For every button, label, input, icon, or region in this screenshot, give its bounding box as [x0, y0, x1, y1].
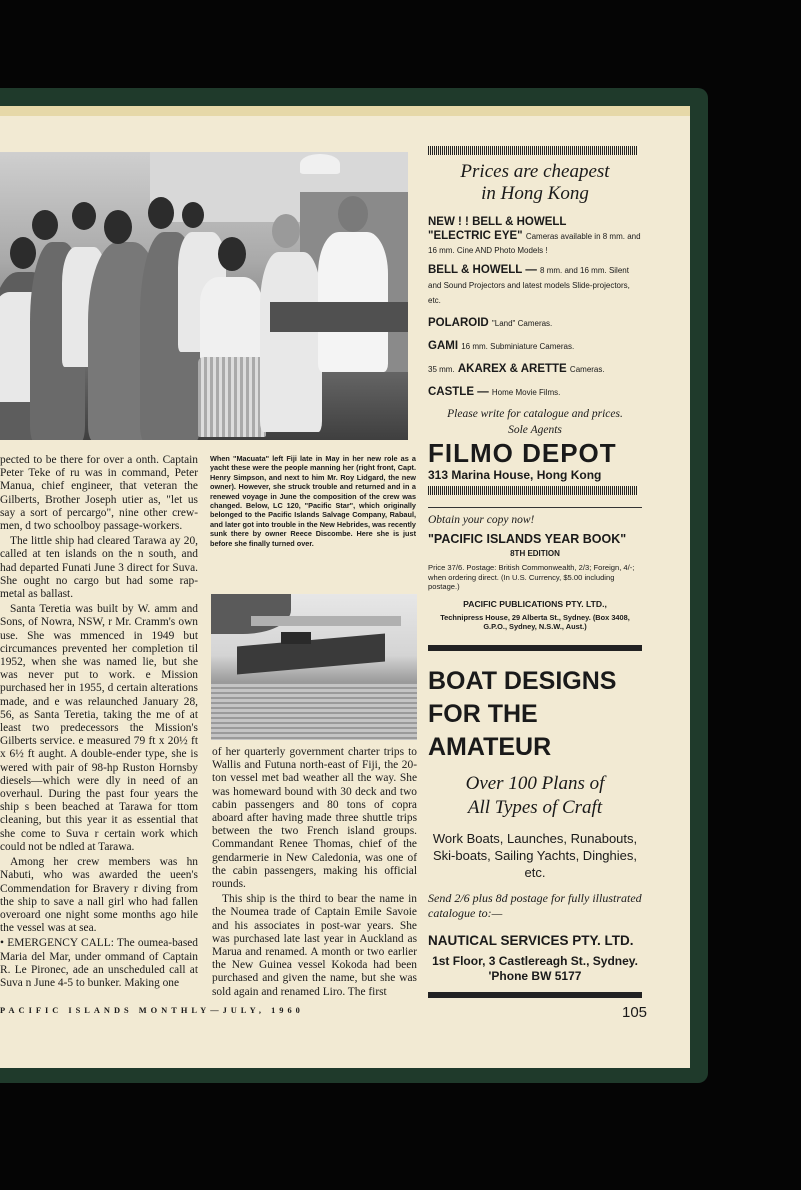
article-paragraph: This ship is the third to bear the name in the Noumea trade of Captain Emile Savoie and his associates in post-war years. She was purchased late last year in Auckland as Marua and renamed. A month or two earlier the New Guinea vessel Kokoda had been purchased and given the name, but she was sold again and renamed Liro. The first: [212, 893, 417, 998]
page-footer: PACIFIC ISLANDS MONTHLY—JULY, 1960: [0, 1006, 304, 1015]
article-paragraph: Santa Teretia was built by W. amm and Sons, of Nowra, NSW, r Mr. Cramm's own use. She was mmenced in 1949 but circumances prevented her completion til 1952, when she was named lie, but she was never put to work. e Mission purchased her in 1955, d certain alterations made, and e was relaunched January 28, 56, as Santa Teretia, taking the me of at least two predecessors the Mission's Gilberts service. e measured 79 ft x 20½ ft x 6½ ft aught. A double-ender type, she is wered with pair of 98-hp Ruston Hornsby diesels—which were dly in need of an overhaul. During the past four years the ship s been beached at Tarawa for ttom cleaning, but this year it as essential that she come to Suva r certain work which could not be ndled at Tarawa.: [0, 603, 198, 853]
ad-item-title: POLAROID: [428, 317, 489, 329]
ad-item-title: CASTLE —: [428, 386, 489, 398]
ad-item-title: BELL & HOWELL —: [428, 264, 541, 276]
decorative-rule: [428, 146, 638, 155]
price-text: Price 37/6. Postage: British Commonwealth, 2/3; Foreign, 4/-; when ordering direct. (In U.S. Currency, $5.00 including postage.): [428, 563, 635, 591]
article-paragraph: • EMERGENCY CALL: The oumea-based Maria del Mar, under ommand of Captain R. Le Pironec, ade an unscheduled call at Suva n June 4-5 to bunker. Making one: [0, 937, 198, 989]
company-name: NAUTICAL SERVICES PTY. LTD.: [428, 932, 634, 948]
ad-subheadline: All Types of Craft: [467, 796, 603, 818]
edition-label: 8TH EDITION: [510, 549, 560, 558]
filmo-depot-title: FILMO DEPOT: [428, 438, 617, 468]
ad-text: Please write for catalogue and prices.: [447, 408, 623, 420]
publisher-name: PACIFIC PUBLICATIONS PTY. LTD.,: [463, 598, 607, 609]
decorative-rule: [428, 486, 638, 495]
ad-text: Sole Agents: [508, 424, 562, 436]
ad-item-title: "ELECTRIC EYE": [428, 230, 523, 242]
ad-headline: in Hong Kong: [481, 183, 589, 204]
ad-item-text: 16 mm. Subminiature Cameras.: [461, 342, 575, 351]
boat-types: Work Boats, Launches, Runabouts, Ski-boats, Sailing Yachts, Dinghies, etc.: [432, 830, 638, 880]
ad-text: Obtain your copy now!: [428, 514, 535, 526]
magazine-page: [0, 106, 690, 1068]
divider: [428, 645, 642, 651]
ad-item-title: NEW ! ! BELL & HOWELL: [428, 216, 567, 228]
page-top-strip: [0, 106, 690, 116]
ad-headline: Prices are cheapest: [460, 161, 610, 182]
ad-item-text: 8 mm. and 16 mm. Silent and Sound Projectors and latest models Slide-projectors, etc.: [428, 266, 630, 305]
ad-item-title: GAMI: [428, 340, 459, 352]
article-paragraph: pected to be there for over a onth. Captain Peter Teke of ru was in command, Peter Manua, chief engineer, that veteran the Gilberts, Brother Joseph utier as, "let us say a sort of percargo", nine other crew-men, d two schoolboy passage-workers.: [0, 454, 198, 533]
ad-text: Send 2/6 plus 8d postage for fully illustrated catalogue to:—: [428, 890, 642, 920]
divider: [428, 992, 642, 998]
ad-item-title: AKAREX & ARETTE: [457, 363, 567, 375]
article-paragraph: Among her crew members was hn Nabuti, who was awarded the ueen's Commendation for Bravery r diving from the ship to save a nall girl who had fallen overoard one night some months ago hile the vessel was at sea.: [0, 856, 198, 935]
article-left-column: [0, 454, 198, 992]
ad-address: 313 Marina House, Hong Kong: [428, 468, 602, 482]
article-paragraph: The little ship had cleared Tarawa ay 20, called at ten islands on the n south, and had departed Funati June 3 direct for Suva. She ought no cargo but had some rap-metal as ballast.: [0, 535, 198, 601]
year-book-title: "PACIFIC ISLANDS YEAR BOOK": [428, 532, 627, 546]
boat-designs-headline: AMATEUR: [428, 732, 552, 761]
publisher-address: Technipress House, 29 Alberta St., Sydney. (Box 3408, G.P.O., Sydney, N.S.W., Aust.): [440, 612, 630, 631]
page-number: 105: [622, 1004, 648, 1021]
article-mid-column: [212, 746, 417, 1001]
photo-caption: When "Macuata" left Fiji late in May in her new role as a yacht these were the people manning her (right front, Capt. Henry Simpson, and next to him Mr. Roy Lidgard, the new owner). However, she struck trouble and returned and in a renewed voyage in June the composition of the crew was changed. Below, LC 120, "Pacific Star", which originally belonged to the Pacific Islands Salvage Company, Rabaul, and later got into trouble in the New Hebrides, was recently sunk there by owner Reece Discombe. Here she is just before she finally turned over.: [210, 454, 416, 548]
ad-item-text: Home Movie Films.: [491, 388, 561, 397]
boat-designs-headline: FOR THE: [428, 699, 538, 728]
ad-item-text: Cameras.: [569, 365, 605, 374]
ad-item-text: Cameras available in 8 mm. and 16 mm. Cine AND Photo Models !: [428, 232, 641, 255]
ad-item-text: 35 mm.: [428, 365, 455, 374]
ad-subheadline: Over 100 Plans of: [465, 772, 605, 794]
boat-designs-headline: BOAT DESIGNS: [428, 666, 617, 695]
divider: [428, 507, 642, 508]
crew-photo: [0, 152, 408, 440]
company-address: 1st Floor, 3 Castlereagh St., Sydney. 'Phone BW 5177: [432, 953, 638, 983]
ad-item-text: "Land" Cameras.: [491, 319, 553, 328]
article-paragraph: of her quarterly government charter trips to Wallis and Futuna north-east of Fiji, the 20-ton vessel met bad weather all the way. She was homeward bound with 30 deck and two cabin passengers and 80 tons of copra aboard after having made three shuttle trips between the two French island groups. Commandant Renee Thomas, chief of the gendarmerie in New Caledonia, was one of the cabin passengers, making his official rounds.: [212, 746, 417, 891]
boat-photo: [211, 594, 417, 740]
ads-column: [428, 146, 642, 998]
